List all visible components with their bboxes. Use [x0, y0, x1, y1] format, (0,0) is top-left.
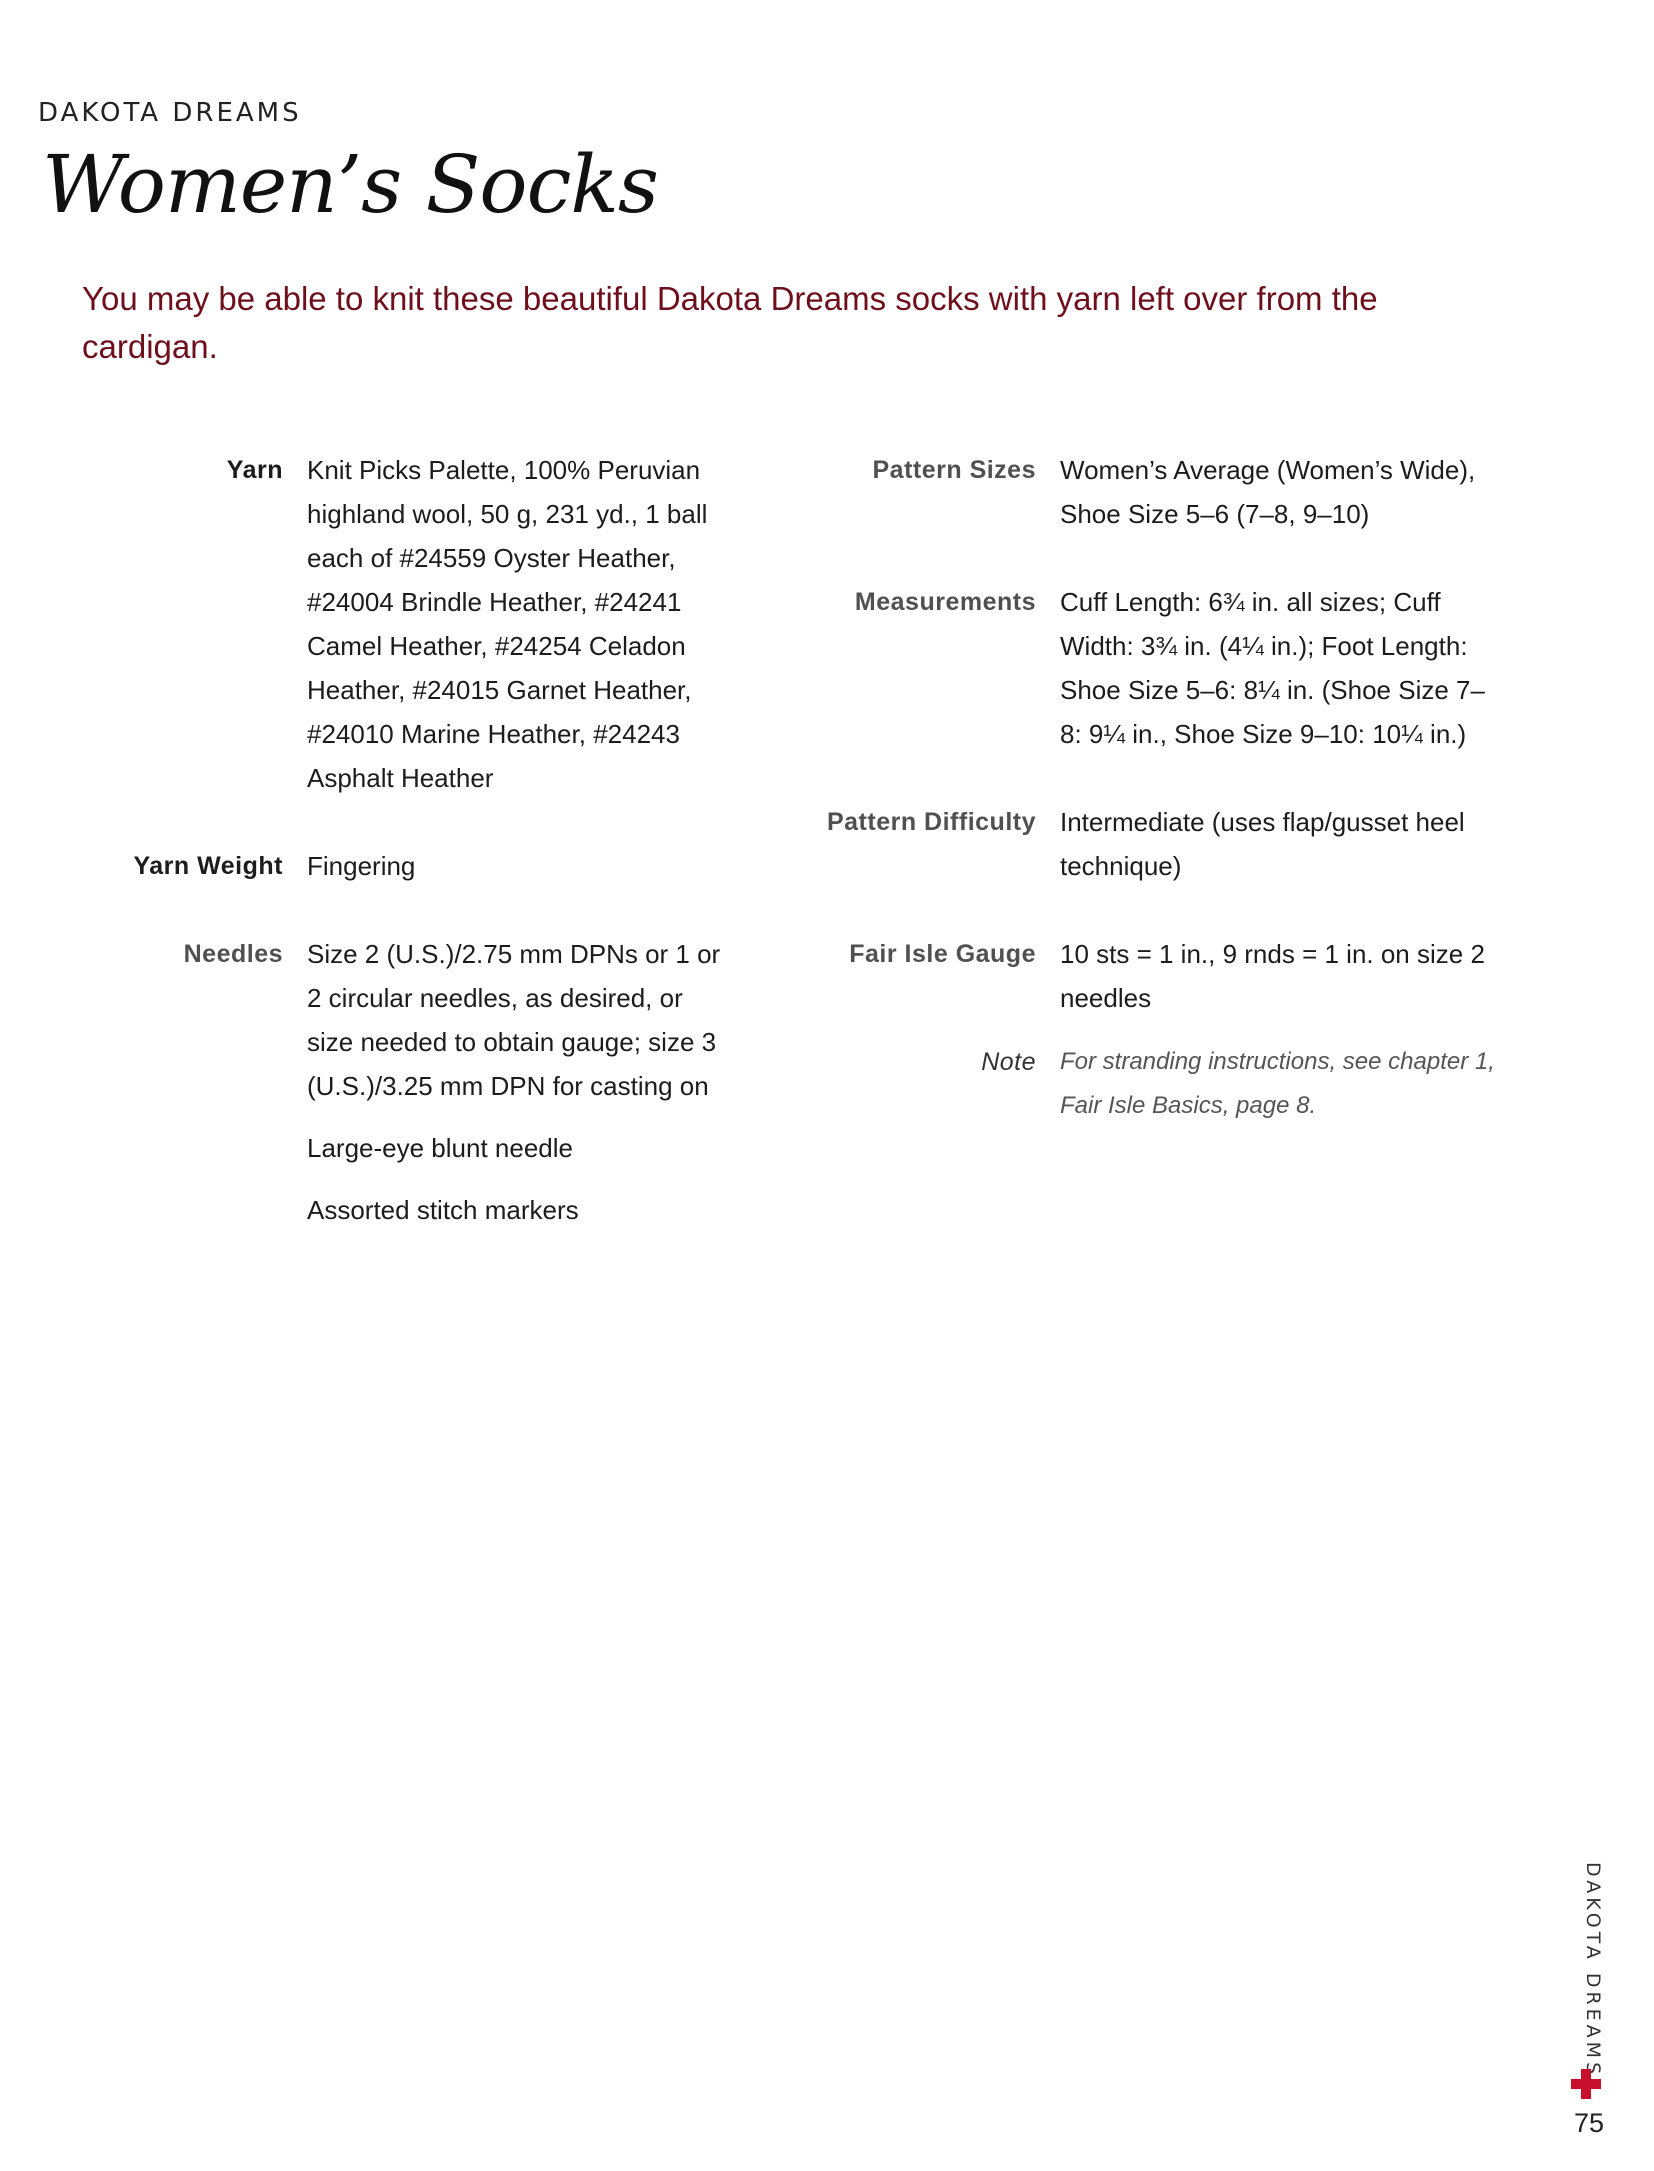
spec-needles	[40, 932, 760, 1232]
intro-text: You may be able to knit these beautiful Dakota Dreams socks with yarn left over from the cardigan.	[82, 280, 1378, 365]
needles-item: Assorted stitch markers	[307, 1195, 579, 1225]
spec-label-note: Note	[981, 1048, 1036, 1076]
spec-pattern-sizes	[790, 448, 1520, 536]
page-title: Women’s Socks	[42, 138, 658, 231]
left-spec-column	[40, 448, 760, 1232]
spec-fair-isle-gauge	[790, 932, 1520, 1020]
spec-yarn-weight	[40, 844, 760, 888]
spec-label-yarn-weight: Yarn Weight	[133, 852, 283, 880]
spec-value-note: For stranding instructions, see chapter 1, Fair Isle Basics, page 8.	[1060, 1048, 1495, 1119]
red-cross-icon	[1568, 2066, 1604, 2102]
spec-value-yarn-weight: Fingering	[307, 851, 416, 881]
section-kicker: DAKOTA DREAMS	[38, 98, 302, 128]
page-number: 75	[1574, 2108, 1605, 2138]
spec-pattern-difficulty	[790, 800, 1520, 888]
needles-item: Size 2 (U.S.)/2.75 mm DPNs or 1 or 2 circular needles, as desired, or size needed to obtain gauge; size 3 (U.S.)/3.25 mm DPN for casting on	[307, 939, 721, 1101]
spec-value-fair-isle-gauge: 10 sts = 1 in., 9 rnds = 1 in. on size 2 needles	[1060, 939, 1485, 1013]
spec-label-pattern-sizes: Pattern Sizes	[872, 456, 1036, 484]
spec-measurements	[790, 580, 1520, 756]
needles-item: Large-eye blunt needle	[307, 1133, 573, 1163]
running-head: DAKOTA DREAMS	[1582, 1862, 1604, 2079]
spec-yarn	[40, 448, 760, 800]
right-spec-column	[790, 448, 1520, 1128]
spec-value-pattern-difficulty: Intermediate (uses flap/gusset heel technique)	[1060, 807, 1465, 881]
spec-label-measurements: Measurements	[854, 588, 1036, 616]
spec-value-pattern-sizes: Women’s Average (Women’s Wide), Shoe Size 5–6 (7–8, 9–10)	[1060, 455, 1476, 529]
spec-label-pattern-difficulty: Pattern Difficulty	[826, 808, 1036, 836]
spec-value-yarn: Knit Picks Palette, 100% Peruvian highland wool, 50 g, 231 yd., 1 ball each of #24559 Oyster Heather, #24004 Brindle Heather, #24241 Camel Heather, #24254 Celadon Heather, #24015 Garnet Heather, #24010 Marine Heather, #24243 Asphalt Heather	[307, 455, 708, 793]
spec-label-yarn: Yarn	[226, 456, 283, 484]
spec-note	[790, 1040, 1520, 1128]
spec-value-needles	[307, 932, 727, 1232]
spec-value-measurements: Cuff Length: 6¾ in. all sizes; Cuff Width: 3¾ in. (4¼ in.); Foot Length: Shoe Size 5–6: 8¼ in. (Shoe Size 7–8: 9¼ in., Shoe Size 9–10: 10¼ in.)	[1060, 587, 1485, 749]
spec-label-fair-isle-gauge: Fair Isle Gauge	[849, 940, 1036, 968]
spec-label-needles: Needles	[183, 940, 283, 968]
